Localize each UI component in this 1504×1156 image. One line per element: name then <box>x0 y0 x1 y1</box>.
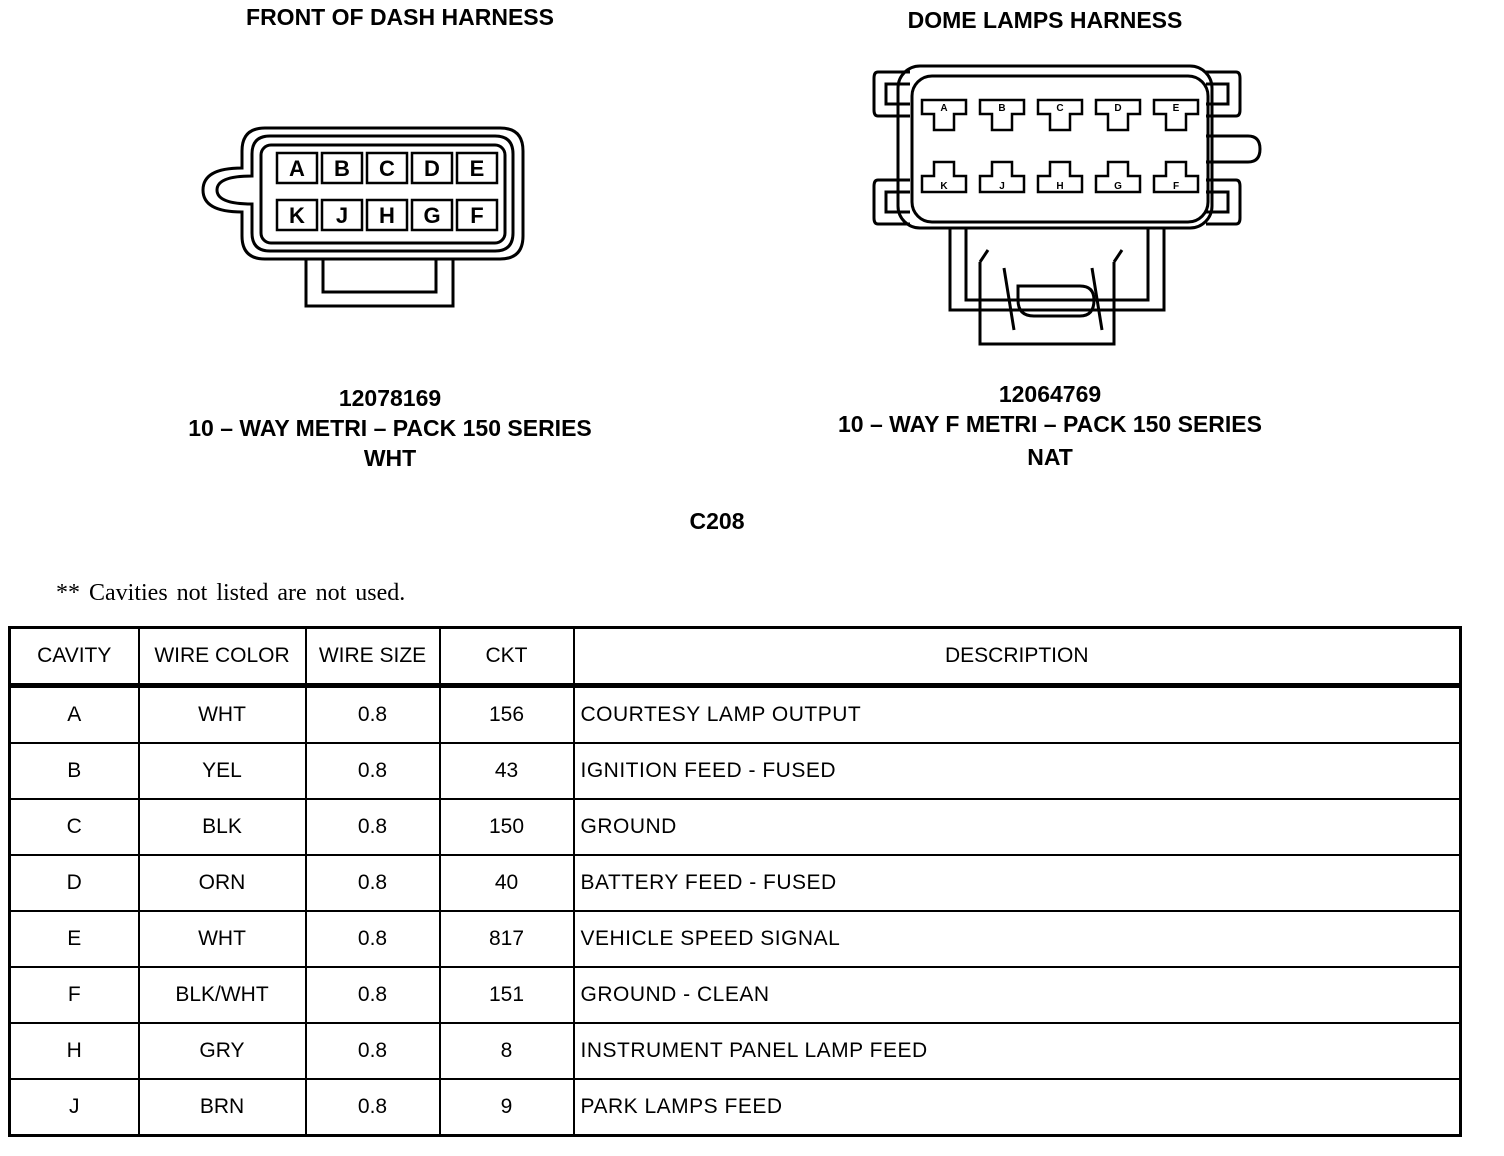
left-cavity-h-label: H <box>379 202 395 228</box>
table-header-row <box>10 628 1461 686</box>
right-cavity-g-label: G <box>1114 181 1122 192</box>
left-cavity-b-label: B <box>334 155 350 181</box>
header-cavity: CAVITY <box>10 628 139 686</box>
right-cavity-b-label: B <box>998 103 1006 114</box>
front-of-dash-part-number: 12078169 <box>338 385 442 411</box>
cell-description: VEHICLE SPEED SIGNAL <box>574 911 1461 967</box>
table-row <box>10 1023 1461 1079</box>
right-cavity-a-label: A <box>940 103 948 114</box>
cell-description: IGNITION FEED - FUSED <box>574 743 1461 799</box>
cell-wire-color: ORN <box>139 855 306 911</box>
right-cavity-d-label: D <box>1114 103 1122 114</box>
header-wire-color: WIRE COLOR <box>139 628 306 686</box>
unused-cavities-note: ** Cavities not listed are not used. <box>56 580 406 606</box>
header-description: DESCRIPTION <box>574 628 1461 686</box>
cell-cavity: B <box>10 743 139 799</box>
cell-ckt: 9 <box>440 1079 574 1136</box>
cell-ckt: 40 <box>440 855 574 911</box>
cell-wire-color: BRN <box>139 1079 306 1136</box>
right-cavity-c-label: C <box>1056 103 1064 114</box>
cell-cavity: C <box>10 799 139 855</box>
dome-lamps-color: NAT <box>1027 444 1073 470</box>
table-row <box>10 911 1461 967</box>
left-cavity-e-label: E <box>469 155 485 181</box>
table-row <box>10 799 1461 855</box>
dome-lamps-caption <box>800 379 1300 472</box>
left-cavity-c-label: C <box>379 155 395 181</box>
table-row <box>10 686 1461 744</box>
front-of-dash-connector-diagram <box>195 120 535 320</box>
cell-wire-color: WHT <box>139 911 306 967</box>
cell-wire-color: WHT <box>139 686 306 744</box>
connector-id: C208 <box>689 508 745 534</box>
header-ckt: CKT <box>440 628 574 686</box>
cell-wire-size: 0.8 <box>306 1079 440 1136</box>
front-of-dash-harness-title: FRONT OF DASH HARNESS <box>246 4 554 30</box>
table-row <box>10 967 1461 1023</box>
cell-cavity: H <box>10 1023 139 1079</box>
table-body <box>10 686 1461 1136</box>
cell-wire-size: 0.8 <box>306 1023 440 1079</box>
cell-ckt: 817 <box>440 911 574 967</box>
left-cavity-f-label: F <box>470 202 484 228</box>
right-cavity-e-label: E <box>1172 103 1180 114</box>
cell-ckt: 43 <box>440 743 574 799</box>
left-cavity-a-label: A <box>289 155 305 181</box>
left-cavity-g-label: G <box>423 202 441 228</box>
front-of-dash-caption <box>140 383 640 473</box>
table-row <box>10 1079 1461 1136</box>
left-cavity-k-label: K <box>289 202 305 228</box>
front-of-dash-color: WHT <box>363 445 417 471</box>
cavity-table <box>8 626 1462 1137</box>
cell-cavity: E <box>10 911 139 967</box>
dome-lamps-harness-title: DOME LAMPS HARNESS <box>907 7 1183 33</box>
cell-cavity: J <box>10 1079 139 1136</box>
left-cavity-grid <box>277 153 497 230</box>
right-cavity-f-label: F <box>1172 181 1180 192</box>
cell-description: BATTERY FEED - FUSED <box>574 855 1461 911</box>
right-cavity-j-label: J <box>999 181 1005 192</box>
cell-cavity: D <box>10 855 139 911</box>
left-cavity-j-label: J <box>335 202 349 228</box>
cell-ckt: 150 <box>440 799 574 855</box>
front-of-dash-series: 10 – WAY METRI – PACK 150 SERIES <box>188 415 592 441</box>
right-cavity-k-label: K <box>940 181 948 192</box>
cell-wire-color: BLK <box>139 799 306 855</box>
left-cavity-d-label: D <box>424 155 440 181</box>
header-wire-size: WIRE SIZE <box>306 628 440 686</box>
right-cavity-grid <box>922 100 1198 192</box>
cell-ckt: 151 <box>440 967 574 1023</box>
cell-description: GROUND - CLEAN <box>574 967 1461 1023</box>
table-row <box>10 855 1461 911</box>
cell-wire-color: YEL <box>139 743 306 799</box>
cell-wire-size: 0.8 <box>306 855 440 911</box>
cell-ckt: 8 <box>440 1023 574 1079</box>
cell-cavity: A <box>10 686 139 744</box>
cell-description: INSTRUMENT PANEL LAMP FEED <box>574 1023 1461 1079</box>
right-cavity-h-label: H <box>1056 181 1064 192</box>
cell-wire-size: 0.8 <box>306 911 440 967</box>
table-row <box>10 743 1461 799</box>
cell-wire-color: GRY <box>139 1023 306 1079</box>
cell-wire-color: BLK/WHT <box>139 967 306 1023</box>
cell-description: GROUND <box>574 799 1461 855</box>
cell-description: PARK LAMPS FEED <box>574 1079 1461 1136</box>
cell-wire-size: 0.8 <box>306 743 440 799</box>
dome-lamps-part-number: 12064769 <box>998 381 1102 407</box>
cell-wire-size: 0.8 <box>306 799 440 855</box>
cell-cavity: F <box>10 967 139 1023</box>
cell-ckt: 156 <box>440 686 574 744</box>
dome-lamps-series: 10 – WAY F METRI – PACK 150 SERIES <box>838 411 1262 437</box>
cell-wire-size: 0.8 <box>306 967 440 1023</box>
cell-description: COURTESY LAMP OUTPUT <box>574 686 1461 744</box>
dome-lamps-connector-diagram <box>868 62 1268 352</box>
cell-wire-size: 0.8 <box>306 686 440 744</box>
